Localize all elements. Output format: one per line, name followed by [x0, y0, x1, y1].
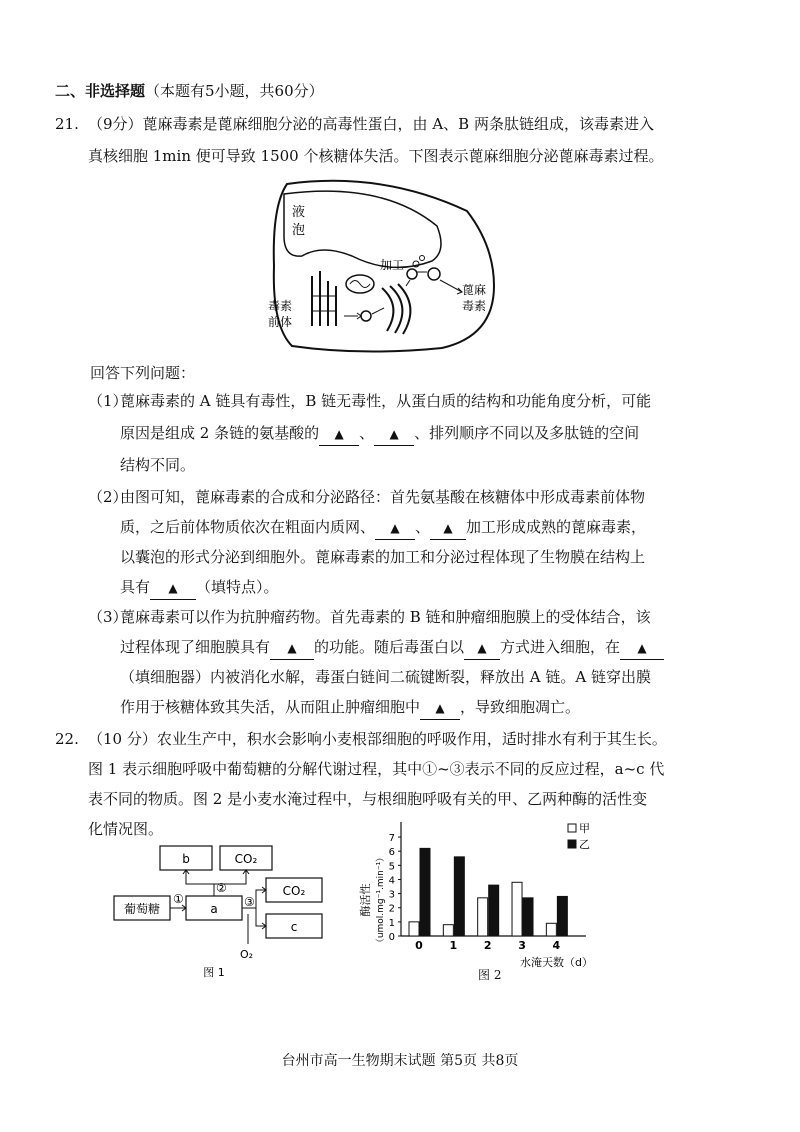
- box-co2-top-label: CO₂: [234, 852, 258, 866]
- y-tick-label: 4: [388, 875, 395, 887]
- q21-sub1-line2: 原因是组成 2 条链的氨基酸的 ▲ 、 ▲ 、排列顺序不同以及多肽链的空间: [120, 422, 639, 446]
- bar-乙-day-1: [454, 857, 464, 936]
- x-tick-label: 1: [449, 939, 458, 952]
- toxin-label-1: 蓖麻: [462, 283, 487, 297]
- y-tick-label: 3: [388, 889, 395, 901]
- process-label: 加工: [380, 258, 405, 272]
- step-2-label: ②: [216, 881, 227, 895]
- answer-blank: ▲: [319, 422, 359, 446]
- x-tick-label: 4: [552, 939, 561, 952]
- toxin-label-2: 毒素: [462, 299, 487, 313]
- q22-line2: 图 1 表示细胞呼吸中葡萄糖的分解代谢过程，其中①~③表示不同的反应过程，a~c 代: [88, 760, 665, 778]
- box-co2-right-label: CO₂: [282, 884, 306, 898]
- precursor-label-1: 毒素: [268, 299, 293, 313]
- page-footer: 台州市高一生物期末试题 第5页 共8页: [281, 1053, 519, 1069]
- q21-sub2-line3: 以囊泡的形式分泌到细胞外。蓖麻毒素的加工和分泌过程体现了生物膜在结构上: [120, 548, 646, 566]
- legend-label-yi: 乙: [579, 838, 590, 851]
- q22-line1: （10 分）农业生产中，积水会影响小麦根部细胞的呼吸作用，适时排水有利于其生长。: [88, 730, 667, 748]
- bar-乙-day-3: [523, 898, 533, 936]
- box-a-label: a: [210, 902, 218, 916]
- x-tick-label: 3: [518, 939, 526, 952]
- precursor-label-2: 前体: [268, 315, 293, 329]
- bar-乙-day-0: [420, 848, 430, 936]
- q22-number: 22.: [55, 730, 79, 748]
- q21-sub2-line2: 质，之后前体物质依次在粗面内质网、 ▲ 、 ▲ 加工形成成熟的蓖麻毒素，: [120, 516, 646, 540]
- bar-乙-day-2: [489, 885, 499, 936]
- enzyme-activity-chart: [355, 820, 600, 985]
- q21-sub1-line3: 结构不同。: [120, 456, 196, 474]
- y-tick-label: 0: [388, 932, 395, 943]
- q21-sub1-line1: 蓖麻毒素的 A 链具有毒性，B 链无毒性，从蛋白质的结构和功能角度分析，可能: [120, 392, 652, 410]
- bar-甲-day-4: [546, 923, 556, 936]
- q21-sub3-line2: 过程体现了细胞膜具有 ▲ 的功能。随后毒蛋白以 ▲ 方式进入细胞，在 ▲: [120, 636, 664, 660]
- q21-sub3-label: （3）: [88, 608, 128, 626]
- answer-blank: ▲: [374, 422, 414, 446]
- respiration-flow-diagram: [108, 840, 338, 980]
- vacuole-label-2: 泡: [292, 223, 306, 238]
- y-tick-label: 7: [388, 833, 395, 845]
- bar-乙-day-4: [557, 896, 567, 936]
- vesicle-3: [428, 268, 440, 280]
- box-c-label: c: [290, 920, 298, 934]
- vacuole-outline: [284, 191, 441, 267]
- box-glucose-label: 葡萄糖: [123, 902, 161, 916]
- y-tick-label: 2: [388, 903, 395, 915]
- q21-sub2-line1: 由图可知，蓖麻毒素的合成和分泌路径：首先氨基酸在核糖体中形成毒素前体物: [120, 488, 646, 506]
- step-1-label: ①: [173, 892, 184, 906]
- vesicle-2: [407, 269, 417, 279]
- answer-blank: ▲: [150, 576, 196, 600]
- answer-blank: ▲: [430, 516, 466, 540]
- q21-sub3-line3: （填细胞器）内被消化水解，毒蛋白链间二硫键断裂，释放出 A 链。A 链穿出膜: [120, 668, 651, 686]
- bar-甲-day-2: [478, 898, 488, 936]
- box-b-label: b: [182, 852, 190, 866]
- answer-blank: ▲: [375, 516, 415, 540]
- answer-blank: ▲: [420, 696, 460, 720]
- answer-blank: ▲: [270, 636, 314, 660]
- x-axis-label: 水淹天数（d）: [520, 956, 593, 969]
- legend-swatch-yi: [568, 840, 576, 848]
- vacuole-label-1: 液: [292, 205, 306, 220]
- q21-score: （9分）: [88, 115, 143, 133]
- bar-甲-day-3: [512, 882, 522, 936]
- x-tick-label: 0: [415, 939, 423, 952]
- q21-number: 21.: [55, 115, 79, 133]
- legend-swatch-jia: [568, 824, 576, 832]
- step-3-label: ③: [244, 895, 255, 909]
- answer-blank: ▲: [464, 636, 500, 660]
- x-tick-label: 2: [483, 939, 492, 952]
- q21-intro-text: 蓖麻毒素是蓖麻细胞分泌的高毒性蛋白，由 A、B 两条肽链组成，该毒素进入: [142, 115, 654, 133]
- y-tick-label: 6: [388, 847, 395, 859]
- q21-sub3-line4: 作用于核糖体致其失活，从而阻止肿瘤细胞中 ▲ ，导致细胞凋亡。: [120, 696, 580, 720]
- section-note: （本题有5小题，共60分）: [145, 82, 324, 100]
- q21-intro-line2: 真核细胞 1min 便可导致 1500 个核糖体失活。下图表示蓖麻细胞分泌蓖麻毒素过程。: [88, 147, 664, 165]
- legend-label-jia: 甲: [579, 822, 590, 835]
- q21-sub1-label: （1）: [88, 392, 128, 410]
- q21-intro-line1: [88, 113, 654, 135]
- q21-sub2-line4: 具有 ▲ （填特点）。: [120, 576, 279, 600]
- section-header: [55, 80, 324, 102]
- cell-secretion-diagram: [262, 176, 502, 356]
- answer-blank: ▲: [620, 636, 664, 660]
- rough-er-shape: [312, 271, 336, 326]
- q22-line4: 化情况图。: [88, 820, 164, 838]
- fig1-caption: 图 1: [203, 966, 225, 979]
- y-axis-label-main: 酶活性: [359, 883, 372, 917]
- fig2-caption: 图 2: [478, 968, 502, 982]
- q22-score: （10 分）: [88, 730, 157, 748]
- q21-sub2-label: （2）: [88, 488, 128, 506]
- golgi-shape: [382, 284, 410, 334]
- q21-sub3-line1: 蓖麻毒素可以作为抗肿瘤药物。首先毒素的 B 链和肿瘤细胞膜上的受体结合，该: [120, 608, 651, 626]
- y-tick-label: 1: [388, 917, 395, 929]
- y-tick-label: 5: [388, 861, 395, 873]
- vesicle-1: [361, 311, 371, 321]
- section-title: 二、非选择题: [55, 82, 146, 100]
- q21-answer-prompt: 回答下列问题：: [90, 364, 196, 382]
- bar-甲-day-0: [409, 922, 419, 936]
- bar-甲-day-1: [443, 925, 453, 936]
- y-axis-label-unit: （umol.mg⁻¹.min⁻¹）: [376, 852, 386, 948]
- q22-line3: 表不同的物质。图 2 是小麦水淹过程中，与根细胞呼吸有关的甲、乙两种酶的活性变: [88, 790, 648, 808]
- o2-label: O₂: [240, 948, 254, 961]
